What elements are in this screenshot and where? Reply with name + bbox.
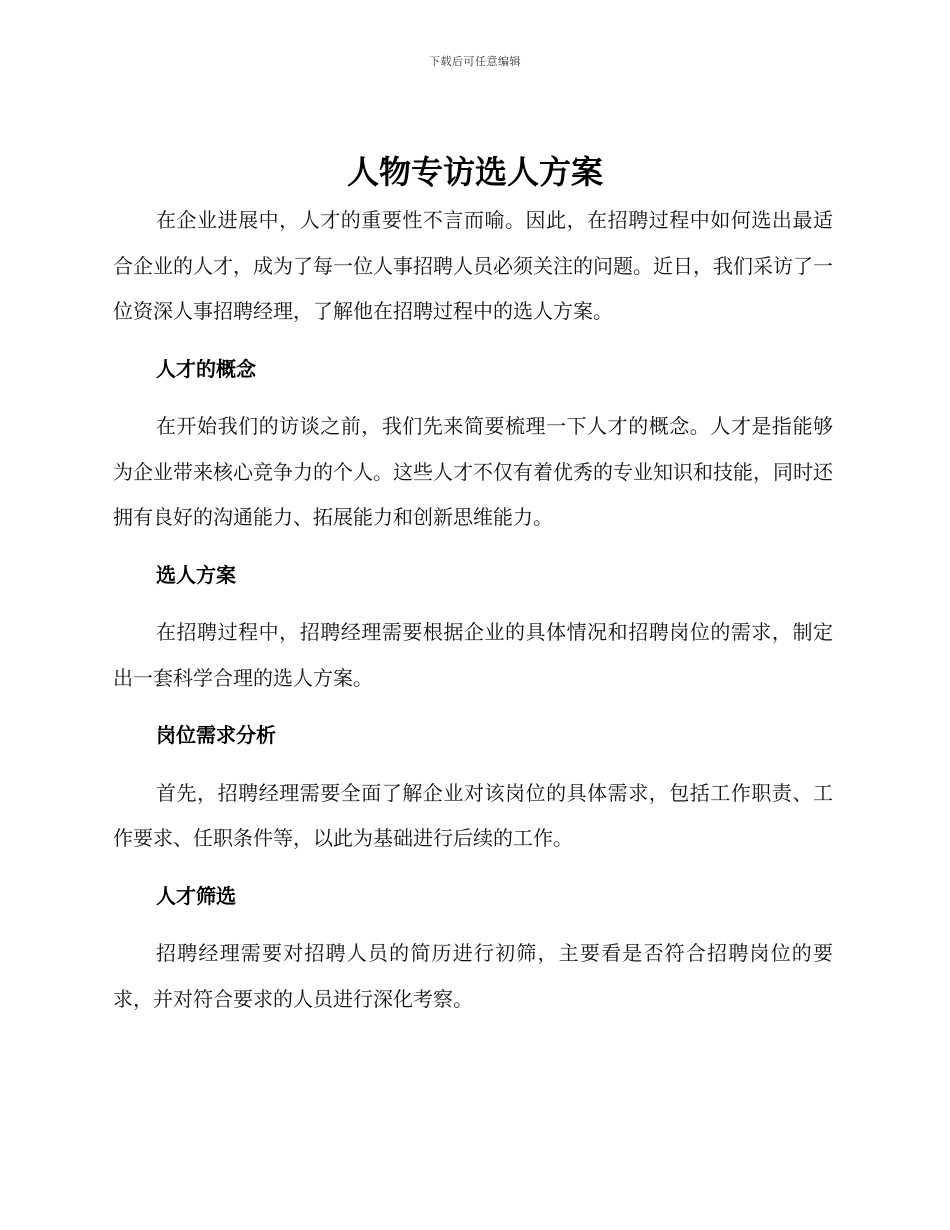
section-paragraph: 首先，招聘经理需要全面了解企业对该岗位的具体需求，包括工作职责、工作要求、任职条件等，以此为基础进行后续的工作。 xyxy=(113,780,833,850)
section-talent-screening xyxy=(113,874,833,1023)
header-note: 下载后可任意编辑 xyxy=(429,55,521,68)
section-paragraph: 在开始我们的访谈之前，我们先来简要梳理一下人才的概念。人才是指能够为企业带来核心竞争力的个人。这些人才不仅有着优秀的专业知识和技能，同时还拥有良好的沟通能力、拓展能力和创新思维能力。 xyxy=(113,414,833,529)
intro-paragraph: 在企业进展中，人才的重要性不言而喻。因此，在招聘过程中如何选出最适合企业的人才，成为了每一位人事招聘人员必须关注的问题。近日，我们采访了一位资深人事招聘经理，了解他在招聘过程中的选人方案。 xyxy=(113,208,833,323)
section-talent-concept xyxy=(113,347,833,541)
section-paragraph: 在招聘过程中，招聘经理需要根据企业的具体情况和招聘岗位的需求，制定出一套科学合理的选人方案。 xyxy=(113,620,833,690)
section-job-requirement-analysis xyxy=(113,713,833,862)
section-heading: 选人方案 xyxy=(156,562,236,587)
section-heading: 人才的概念 xyxy=(156,356,256,381)
document-body xyxy=(113,198,833,1034)
document-title: 人物专访选人方案 xyxy=(346,153,603,191)
section-heading: 人才筛选 xyxy=(156,883,236,908)
section-selection-plan xyxy=(113,553,833,702)
section-heading: 岗位需求分析 xyxy=(156,723,276,747)
section-paragraph: 招聘经理需要对招聘人员的简历进行初筛，主要看是否符合招聘岗位的要求，并对符合要求的人员进行深化考察。 xyxy=(113,941,833,1011)
